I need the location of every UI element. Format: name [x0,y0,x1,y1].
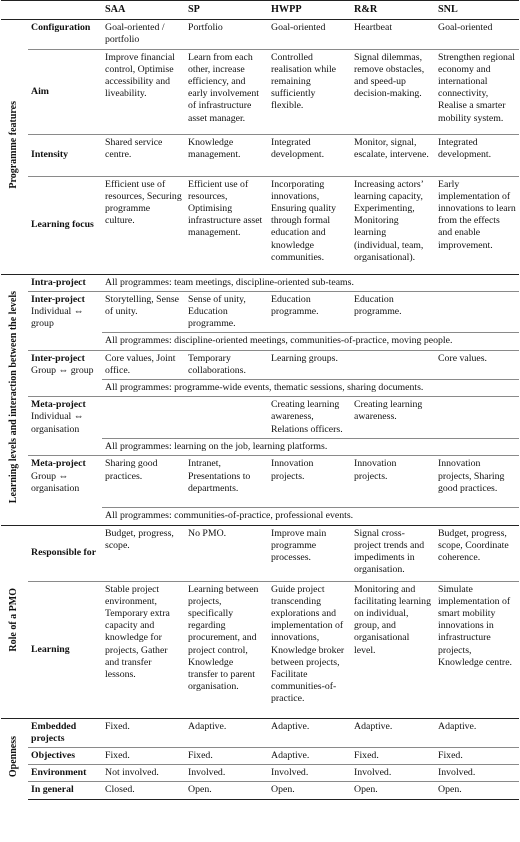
cell: Open. [351,782,435,799]
cell: Closed. [102,782,185,799]
row-sublabel: Individual ⇔ organisation [31,411,84,435]
header-row [1,1,519,20]
cell: Learning groups. [268,350,351,379]
cell: Open. [185,782,268,799]
row-objectives [1,748,519,765]
cell: Creating learning awareness. [351,397,435,439]
row-meta-project-group [1,456,519,508]
cell: Improve main programme processes. [268,525,351,581]
all-programmes-cell: All programmes: programme-wide events, thematic sessions, sharing documents. [102,380,519,397]
cell: Learning between projects, specifically regarding procurement, and project control, Knowledge transfer to parent organisation. [185,581,268,718]
cell: Adaptive. [268,718,351,747]
row-label: Responsible for [28,525,102,581]
group-pmo [1,525,28,718]
cell [435,397,519,439]
cell: Increasing actors’ learning capacity, Experimenting, Monitoring learning (individual, team, organisational). [351,176,435,274]
cell: Temporary collaborations. [185,350,268,379]
row-configuration [1,20,519,49]
cell: Improve financial control, Optimise accessibility and liveability. [102,49,185,134]
cell: Involved. [351,765,435,782]
row-label: Environment [28,765,102,782]
group-label: Learning levels and interaction between the levels [8,291,20,504]
cell: Fixed. [185,748,268,765]
cell [102,397,185,439]
row-intensity [1,134,519,176]
cell: Monitoring and facilitating learning on individual, group, and organisational level. [351,581,435,718]
cell: Stable project environment, Temporary extra capacity and knowledge for projects, Gather and transfer lessons. [102,581,185,718]
row-label: Aim [28,49,102,134]
row-inter-project-group [1,350,519,379]
row-sublabel: Individual ⇔ group [31,306,84,330]
group-label: Openness [8,736,20,778]
cell: Open. [268,782,351,799]
all-programmes-cell: All programmes: discipline-oriented meetings, communities-of-practice, moving people. [102,333,519,350]
row-label: In general [28,782,102,799]
cell: Involved. [185,765,268,782]
row-label: Inter-project [31,352,85,364]
cell [351,350,435,379]
header-rr: R&R [351,1,435,20]
programme-comparison-table [1,0,519,800]
cell: Budget, progress, scope. [102,525,185,581]
row-label: Learning [28,581,102,718]
cell: Incorporating innovations, Ensuring quality through formal education and knowledge communities. [268,176,351,274]
cell: Fixed. [102,718,185,747]
header-hwpp: HWPP [268,1,351,20]
cell: Fixed. [102,748,185,765]
row-label: Inter-project [31,293,85,305]
cell: Adaptive. [268,748,351,765]
row-label-block [28,397,102,456]
cell: Innovation projects. [268,456,351,508]
cell: Strengthen regional economy and international connectivity, Realise a smarter mobility system. [435,49,519,134]
cell: Fixed. [351,748,435,765]
cell: Heartbeat [351,20,435,49]
group-label: Programme features [8,100,20,189]
header-corner [1,1,28,20]
cell: Integrated development. [435,134,519,176]
row-meta-project-individual [1,397,519,439]
row-in-general [1,782,519,799]
row-sublabel: Group ⇔ group [31,364,94,376]
cell: Learn from each other, increase efficiency, and early involvement of infrastructure asset manager. [185,49,268,134]
group-programme-features [1,20,28,274]
header-empty [28,1,102,20]
cell: Adaptive. [185,718,268,747]
cell: Goal-oriented / portfolio [102,20,185,49]
row-intra-project [1,274,519,291]
cell: Signal dilemmas, remove obstacles, and speed-up decision-making. [351,49,435,134]
cell: Efficient use of resources, Optimising infrastructure asset management. [185,176,268,274]
row-label: Meta-project [31,458,86,470]
cell: Sense of unity, Education programme. [185,291,268,333]
cell: Signal cross-project trends and impediments in organisation. [351,525,435,581]
row-sublabel: Group ⇔ organisation [31,470,80,494]
cell: Knowledge management. [185,134,268,176]
cell: Core values. [435,350,519,379]
header-saa: SAA [102,1,185,20]
row-environment [1,765,519,782]
row-embedded-projects [1,718,519,747]
row-label-block [28,350,102,397]
cell: Education programme. [268,291,351,333]
header-snl: SNL [435,1,519,20]
cell: Open. [435,782,519,799]
cell: Integrated development. [268,134,351,176]
cell: Fixed. [435,748,519,765]
cell [185,397,268,439]
cell: Adaptive. [435,718,519,747]
cell: Not involved. [102,765,185,782]
all-programmes-cell: All programmes: communities-of-practice, professional events. [102,508,519,525]
cell: Innovation projects. [351,456,435,508]
cell: Controlled realisation while remaining sufficiently flexible. [268,49,351,134]
cell: Efficient use of resources, Securing programme culture. [102,176,185,274]
group-learning-levels [1,274,28,525]
row-inter-project-individual [1,291,519,333]
cell: Early implementation of innovations to learn from the effects and enable improvement. [435,176,519,274]
cell: Simulate implementation of smart mobility innovations in infrastructure projects, Knowledge centre. [435,581,519,718]
cell: Guide project transcending explorations and implementation of innovations, Knowledge broker between projects, Facilitate communities-of-practice. [268,581,351,718]
row-label: Objectives [28,748,102,765]
cell: Sharing good practices. [102,456,185,508]
row-label: Intensity [28,134,102,176]
row-label-block [28,291,102,350]
row-pmo-learning [1,581,519,718]
cell: Core values, Joint office. [102,350,185,379]
row-learning-focus [1,176,519,274]
cell: No PMO. [185,525,268,581]
cell: Education programme. [351,291,435,333]
cell: Adaptive. [351,718,435,747]
row-label: Meta-project [31,399,86,411]
cell: Innovation projects, Sharing good practices. [435,456,519,508]
cell: Involved. [268,765,351,782]
row-label: Embedded projects [28,718,102,747]
all-programmes-cell: All programmes: team meetings, discipline-oriented sub-teams. [102,274,519,291]
cell: Storytelling, Sense of unity. [102,291,185,333]
cell: Budget, progress, scope, Coordinate coherence. [435,525,519,581]
all-programmes-cell: All programmes: learning on the job, learning platforms. [102,439,519,456]
group-openness [1,718,28,799]
cell: Involved. [435,765,519,782]
cell [435,291,519,333]
row-label: Configuration [28,20,102,49]
row-aim [1,49,519,134]
cell: Portfolio [185,20,268,49]
row-label: Intra-project [28,274,102,291]
cell: Monitor, signal, escalate, intervene. [351,134,435,176]
group-label: Role of a PMO [8,587,20,652]
cell: Goal-oriented [268,20,351,49]
row-label-block [28,456,102,525]
cell: Goal-oriented [435,20,519,49]
cell: Intranet, Presentations to departments. [185,456,268,508]
header-sp: SP [185,1,268,20]
cell: Creating learning awareness, Relations officers. [268,397,351,439]
row-label: Learning focus [28,176,102,274]
cell: Shared service centre. [102,134,185,176]
row-responsible-for [1,525,519,581]
